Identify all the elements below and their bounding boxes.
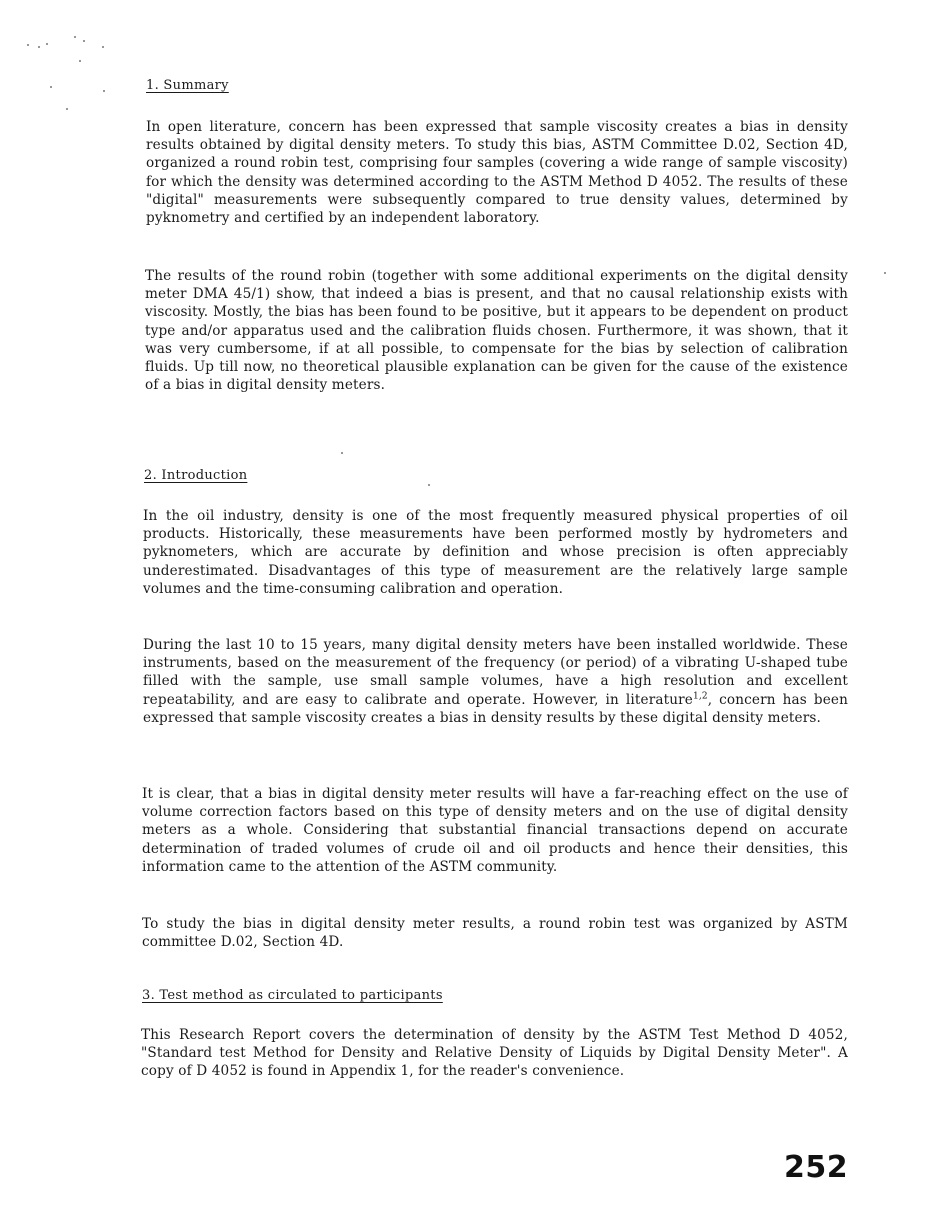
scan-speck (38, 46, 40, 48)
citation-superscript: 1,2 (692, 691, 708, 702)
summary-paragraph-1: In open literature, concern has been expressed that sample viscosity creates a bias in density results obtained by digital density meters. To study this bias, ASTM Committee D.02, Section 4D, organized a round robin test, comprising four samples (covering a wide range of sample viscosity) for which the density was determined according to the ASTM Method D 4052. The results of these "digital" measurements were subsequently compared to true density values, determined by pyknometry and certified by an independent laboratory. (146, 119, 848, 227)
introduction-paragraph-2 (143, 636, 848, 727)
scan-speck (341, 452, 343, 454)
introduction-paragraph-2-text-before: During the last 10 to 15 years, many digital density meters have been installed worldwide. These instruments, based on the measurement of the frequency (or period) of a vibrating U-shaped tube filled with the sample, use small sample volumes, have a high resolution and excellent repeatability, and are easy to calibrate and operate. However, in literature (143, 637, 848, 708)
scan-speck (884, 272, 886, 274)
section-heading-summary: 1. Summary (146, 78, 229, 93)
introduction-paragraph-2-text-after: , concern has been expressed that sample viscosity creates a bias in density results by these digital density meters. (143, 691, 848, 726)
page-number: 252 (784, 1150, 849, 1185)
section-heading-introduction: 2. Introduction (144, 468, 248, 483)
introduction-paragraph-4: To study the bias in digital density meter results, a round robin test was organized by ASTM committee D.02, Section 4D. (142, 916, 848, 951)
introduction-paragraph-3: It is clear, that a bias in digital density meter results will have a far-reaching effect on the use of volume correction factors based on this type of density meters and on the use of digital density meters as a whole. Considering that substantial financial transactions depend on accurate determination of traded volumes of crude oil and oil products and hence their densities, this information came to the attention of the ASTM community. (142, 786, 848, 875)
scan-speck (103, 90, 105, 92)
scan-speck (46, 43, 48, 45)
scan-speck (66, 108, 68, 110)
scan-speck (428, 484, 430, 486)
summary-paragraph-2: The results of the round robin (together with some additional experiments on the digital density meter DMA 45/1) show, that indeed a bias is present, and that no causal relationship exists with viscosity. Mostly, the bias has been found to be positive, but it appears to be dependent on product type and/or apparatus used and the calibration fluids chosen. Furthermore, it was shown, that it was very cumbersome, if at all possible, to compensate for the bias by selection of calibration fluids. Up till now, no theoretical plausible explanation can be given for the cause of the existence of a bias in digital density meters. (145, 268, 848, 394)
scan-speck (83, 40, 85, 42)
scan-speck (27, 44, 29, 46)
test-method-paragraph-1: This Research Report covers the determination of density by the ASTM Test Method D 4052, "Standard test Method for Density and Relative Density of Liquids by Digital Density Meter". A copy of D 4052 is found in Appendix 1, for the reader's convenience. (141, 1027, 848, 1080)
scan-speck (102, 46, 104, 48)
introduction-paragraph-1: In the oil industry, density is one of the most frequently measured physical properties of oil products. Historically, these measurements have been performed mostly by hydrometers and pyknometers, which are accurate by definition and whose precision is often appreciably underestimated. Disadvantages of this type of measurement are the relatively large sample volumes and the time-consuming calibration and operation. (143, 508, 848, 597)
scan-speck (50, 86, 52, 88)
scan-speck (79, 60, 81, 62)
section-heading-test-method: 3. Test method as circulated to participants (142, 988, 443, 1003)
scan-speck (74, 36, 76, 38)
